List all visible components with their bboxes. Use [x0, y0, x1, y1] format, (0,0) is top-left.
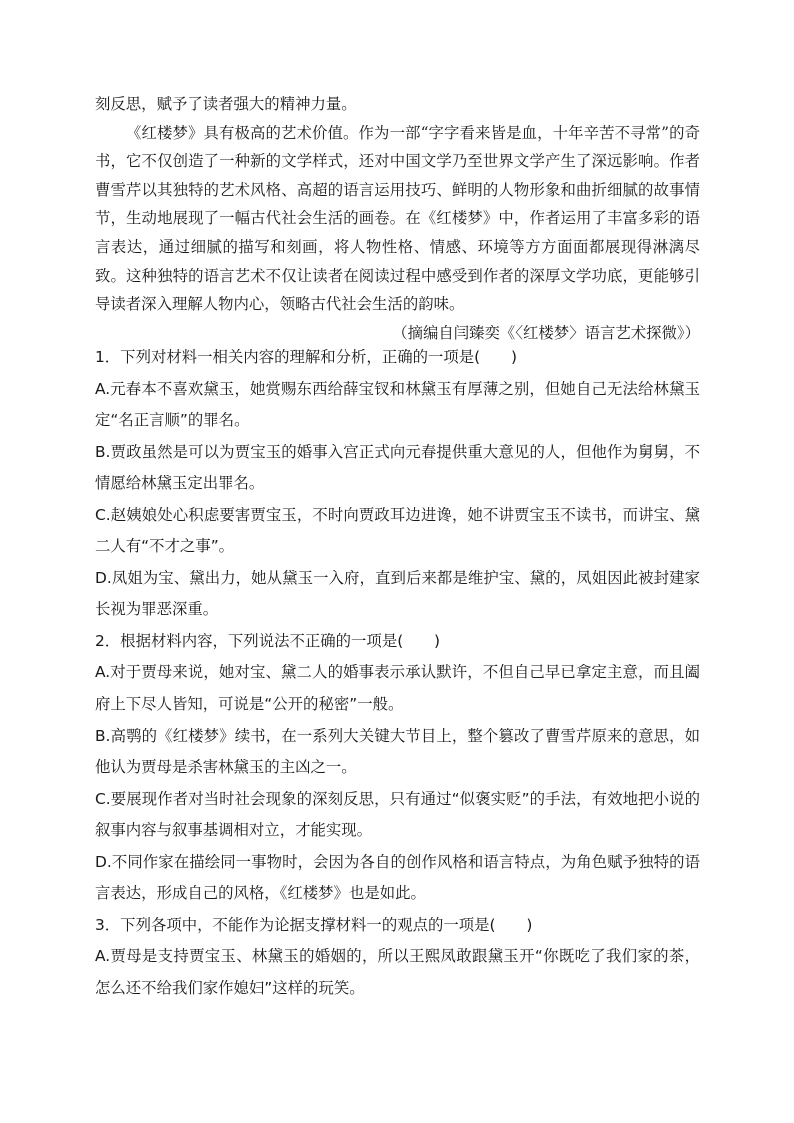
question-1-option-c: C.赵姨娘处心积虑要害贾宝玉，不时向贾政耳边进谗，她不讲贾宝玉不读书，而讲宝、黛二人有“不才之事”。: [95, 505, 700, 556]
passage-source: （摘编自闫臻奕《〈红楼梦〉语言艺术探微》）: [392, 323, 700, 342]
question-list: [95, 342, 700, 1004]
passage-line-tail: 刻反思，赋予了读者强大的精神力量。: [95, 95, 357, 113]
question-3-stem: 3．下列各项中，不能作为论据支撑材料一的观点的一项是( ): [95, 915, 533, 934]
passage-paragraph: 《红楼梦》具有极高的艺术价值。作为一部“字字看来皆是血，十年辛苦不寻常”的奇书，它不仅创造了一种新的文学样式，还对中国文学乃至世界文学产生了深远影响。作者曹雪芹以其独特的艺术风格、高超的语言运用技巧、鲜明的人物形象和曲折细腻的故事情节，生动地展现了一幅古代社会生活的画卷。在《红楼梦》中，作者运用了丰富多彩的语言表达，通过细腻的描写和刻画，将人物性格、情感、环境等方方面面都展现得淋漓尽致。这种独特的语言艺术不仅让读者在阅读过程中感受到作者的深厚文学功底，更能够引导读者深入理解人物内心，领略古代社会生活的韵味。: [95, 123, 700, 314]
reading-passage: [95, 90, 700, 347]
question-1-option-a: A.元春本不喜欢黛玉，她赏赐东西给薛宝钗和林黛玉有厚薄之别，但她自己无法给林黛玉定“名正言顺”的罪名。: [95, 379, 700, 430]
question-1-stem: 1．下列对材料一相关内容的理解和分析，正确的一项是( ): [95, 348, 517, 366]
question-3-option-a: A.贾母是支持贾宝玉、林黛玉的婚姻的，所以王熙凤敢跟黛玉开“你既吃了我们家的茶，怎么还不给我们家作媳妇”这样的玩笑。: [95, 947, 700, 997]
question-2-option-a: A.对于贾母来说，她对宝、黛二人的婚事表示承认默许，不但自己早已拿定主意，而且阖府上下尽人皆知，可说是“公开的秘密”一般。: [95, 663, 700, 714]
question-2-option-b: B.高鹗的《红楼梦》续书，在一系列大关键大节目上，整个篡改了曹雪芹原来的意思，如他认为贾母是杀害林黛玉的主凶之一。: [95, 726, 700, 777]
question-1-option-d: D.凤姐为宝、黛出力，她从黛玉一入府，直到后来都是维护宝、黛的，凤姐因此被封建家长视为罪恶深重。: [95, 568, 700, 619]
question-2-stem: 2．根据材料内容，下列说法不正确的一项是( ): [95, 631, 441, 650]
question-2-option-c: C.要展现作者对当时社会现象的深刻反思，只有通过“似褒实贬”的手法，有效地把小说的叙事内容与叙事基调相对立，才能实现。: [95, 789, 700, 840]
question-2-option-d: D.不同作家在描绘同一事物时，会因为各自的创作风格和语言特点，为角色赋予独特的语言表达，形成自己的风格，《红楼梦》也是如此。: [95, 852, 700, 903]
question-1-option-b: B.贾政虽然是可以为贾宝玉的婚事入宫正式向元春提供重大意见的人，但他作为舅舅，不情愿给林黛玉定出罪名。: [95, 442, 700, 493]
